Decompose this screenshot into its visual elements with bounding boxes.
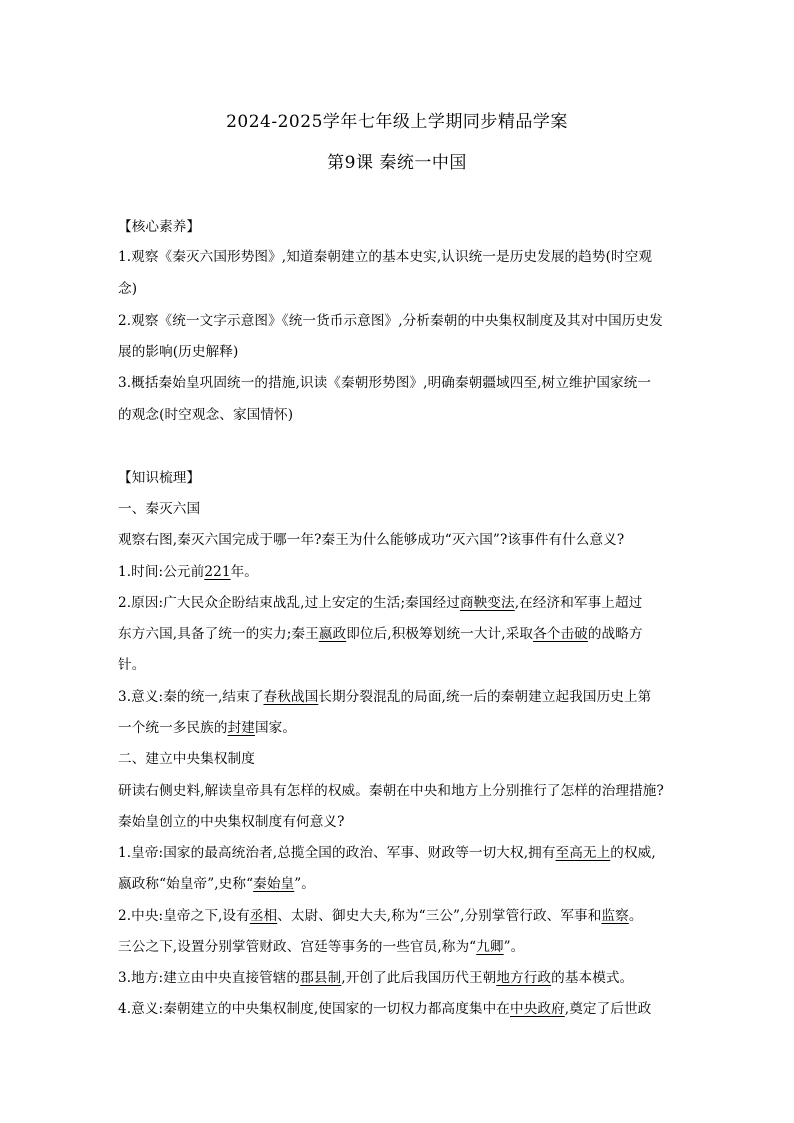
answer-blank: 春秋战国: [263, 689, 319, 705]
text-run: 1.皇帝:国家的最高统治者,总揽全国的政治、军事、财政等一切大权,拥有: [118, 845, 556, 861]
text-run: 2.中央:皇帝之下,设有: [118, 908, 250, 924]
core-item-2-line-1: 2.观察《统一文字示意图》《统一货币示意图》,分析秦朝的中央集权制度及其对中国历史发: [118, 313, 663, 329]
meaning-line-1: [118, 691, 684, 705]
answer-blank: 丞相: [249, 908, 278, 924]
answer-blank: 九卿: [476, 939, 504, 955]
text-run: 4.意义:秦朝建立的中央集权制度,使国家的一切权力都高度集中在: [118, 1001, 510, 1017]
answer-blank: 地方行政: [496, 970, 552, 986]
meaning-line-2: [118, 722, 684, 736]
answer-blank: 商鞅变法: [459, 595, 515, 611]
text-run: 2.原因:广大民众企盼结束战乱,过上安定的生活;秦国经过: [118, 595, 460, 611]
text-run: 一个统一多民族的: [118, 720, 228, 736]
text-run: 即位后,积极筹划统一大计,采取: [346, 626, 534, 642]
text-run: 国家。: [254, 720, 297, 736]
core-heading: 【核心素养】: [118, 219, 201, 235]
emperor-line-1: [118, 847, 684, 861]
central-line-1: [118, 910, 684, 924]
text-run: 的权威,: [610, 845, 656, 861]
answer-blank: 221: [204, 564, 231, 580]
text-run: 。: [628, 908, 643, 924]
section-2-question-line-2: 秦始皇创立的中央集权制度有何意义?: [118, 814, 345, 830]
answer-blank: 嬴政: [318, 626, 347, 642]
text-run: 、太尉、御史大夫,称为“三公”,分别掌管行政、军事和: [277, 908, 602, 924]
core-item-1-line-2: 念): [118, 281, 138, 297]
time-line: [118, 566, 684, 580]
text-run: ”。: [294, 876, 315, 892]
answer-blank: 监察: [601, 908, 629, 924]
reason-line-3: 针。: [118, 657, 146, 673]
text-run: ”。: [503, 939, 525, 955]
text-run: 长期分裂混乱的局面,统一后的秦朝建立起我国历史上第: [318, 689, 652, 705]
emperor-line-2: [118, 878, 684, 892]
document-title: 2024-2025学年七年级上学期同步精品学案: [226, 112, 568, 132]
text-run: ,开创了此后我国历代王朝: [341, 970, 497, 986]
time-suffix: 年。: [230, 564, 258, 580]
answer-blank: 至高无上: [555, 845, 611, 861]
section-2-question-line-1: 研读右侧史料,解读皇帝具有怎样的权威。秦朝在中央和地方上分别推行了怎样的治理措施?: [118, 783, 664, 799]
answer-blank: 郡县制: [300, 970, 342, 986]
answer-blank: 封建: [227, 720, 255, 736]
answer-blank: 各个击破: [533, 626, 588, 642]
section-1-title: 一、秦灭六国: [118, 501, 201, 517]
core-item-3-line-2: 的观念(时空观念、家国情怀): [118, 407, 294, 423]
text-run: 3.意义:秦的统一,结束了: [118, 689, 264, 705]
text-run: 的战略方: [587, 626, 643, 642]
text-run: ,在经济和军事上超过: [514, 595, 643, 611]
text-run: ,奠定了后世政: [564, 1001, 652, 1017]
reason-line-1: [118, 597, 684, 611]
text-run: 东方六国,具备了统一的实力;秦王: [118, 626, 319, 642]
answer-blank: 中央政府: [510, 1001, 565, 1017]
core-item-2-line-2: 展的影响(历史解释): [118, 344, 239, 360]
answer-blank: 秦始皇: [253, 876, 295, 892]
knowledge-heading: 【知识梳理】: [118, 470, 201, 486]
lesson-title: 第9课 秦统一中国: [327, 153, 467, 173]
text-run: 三公之下,设置分别掌管财政、宫廷等事务的一些官员,称为“: [118, 939, 477, 955]
reason-line-2: [118, 628, 684, 642]
time-label: 1.时间:公元前: [118, 564, 205, 580]
significance-line: [118, 1003, 684, 1017]
text-run: 嬴政称“始皇帝”,史称“: [118, 876, 254, 892]
section-2-title: 二、建立中央集权制度: [118, 751, 255, 767]
text-run: 3.地方:建立由中央直接管辖的: [118, 970, 301, 986]
section-1-question: 观察右图,秦灭六国完成于哪一年?秦王为什么能够成功“灭六国”?该事件有什么意义?: [118, 532, 625, 548]
core-item-1-line-1: 1.观察《秦灭六国形势图》,知道秦朝建立的基本史实,认识统一是历史发展的趋势(时空观: [118, 249, 653, 265]
text-run: 的基本模式。: [551, 970, 634, 986]
core-item-3-line-1: 3.概括秦始皇巩固统一的措施,识读《秦朝形势图》,明确秦朝疆域四至,树立维护国家统一: [118, 375, 652, 391]
local-line: [118, 972, 684, 986]
central-line-2: [118, 941, 684, 955]
